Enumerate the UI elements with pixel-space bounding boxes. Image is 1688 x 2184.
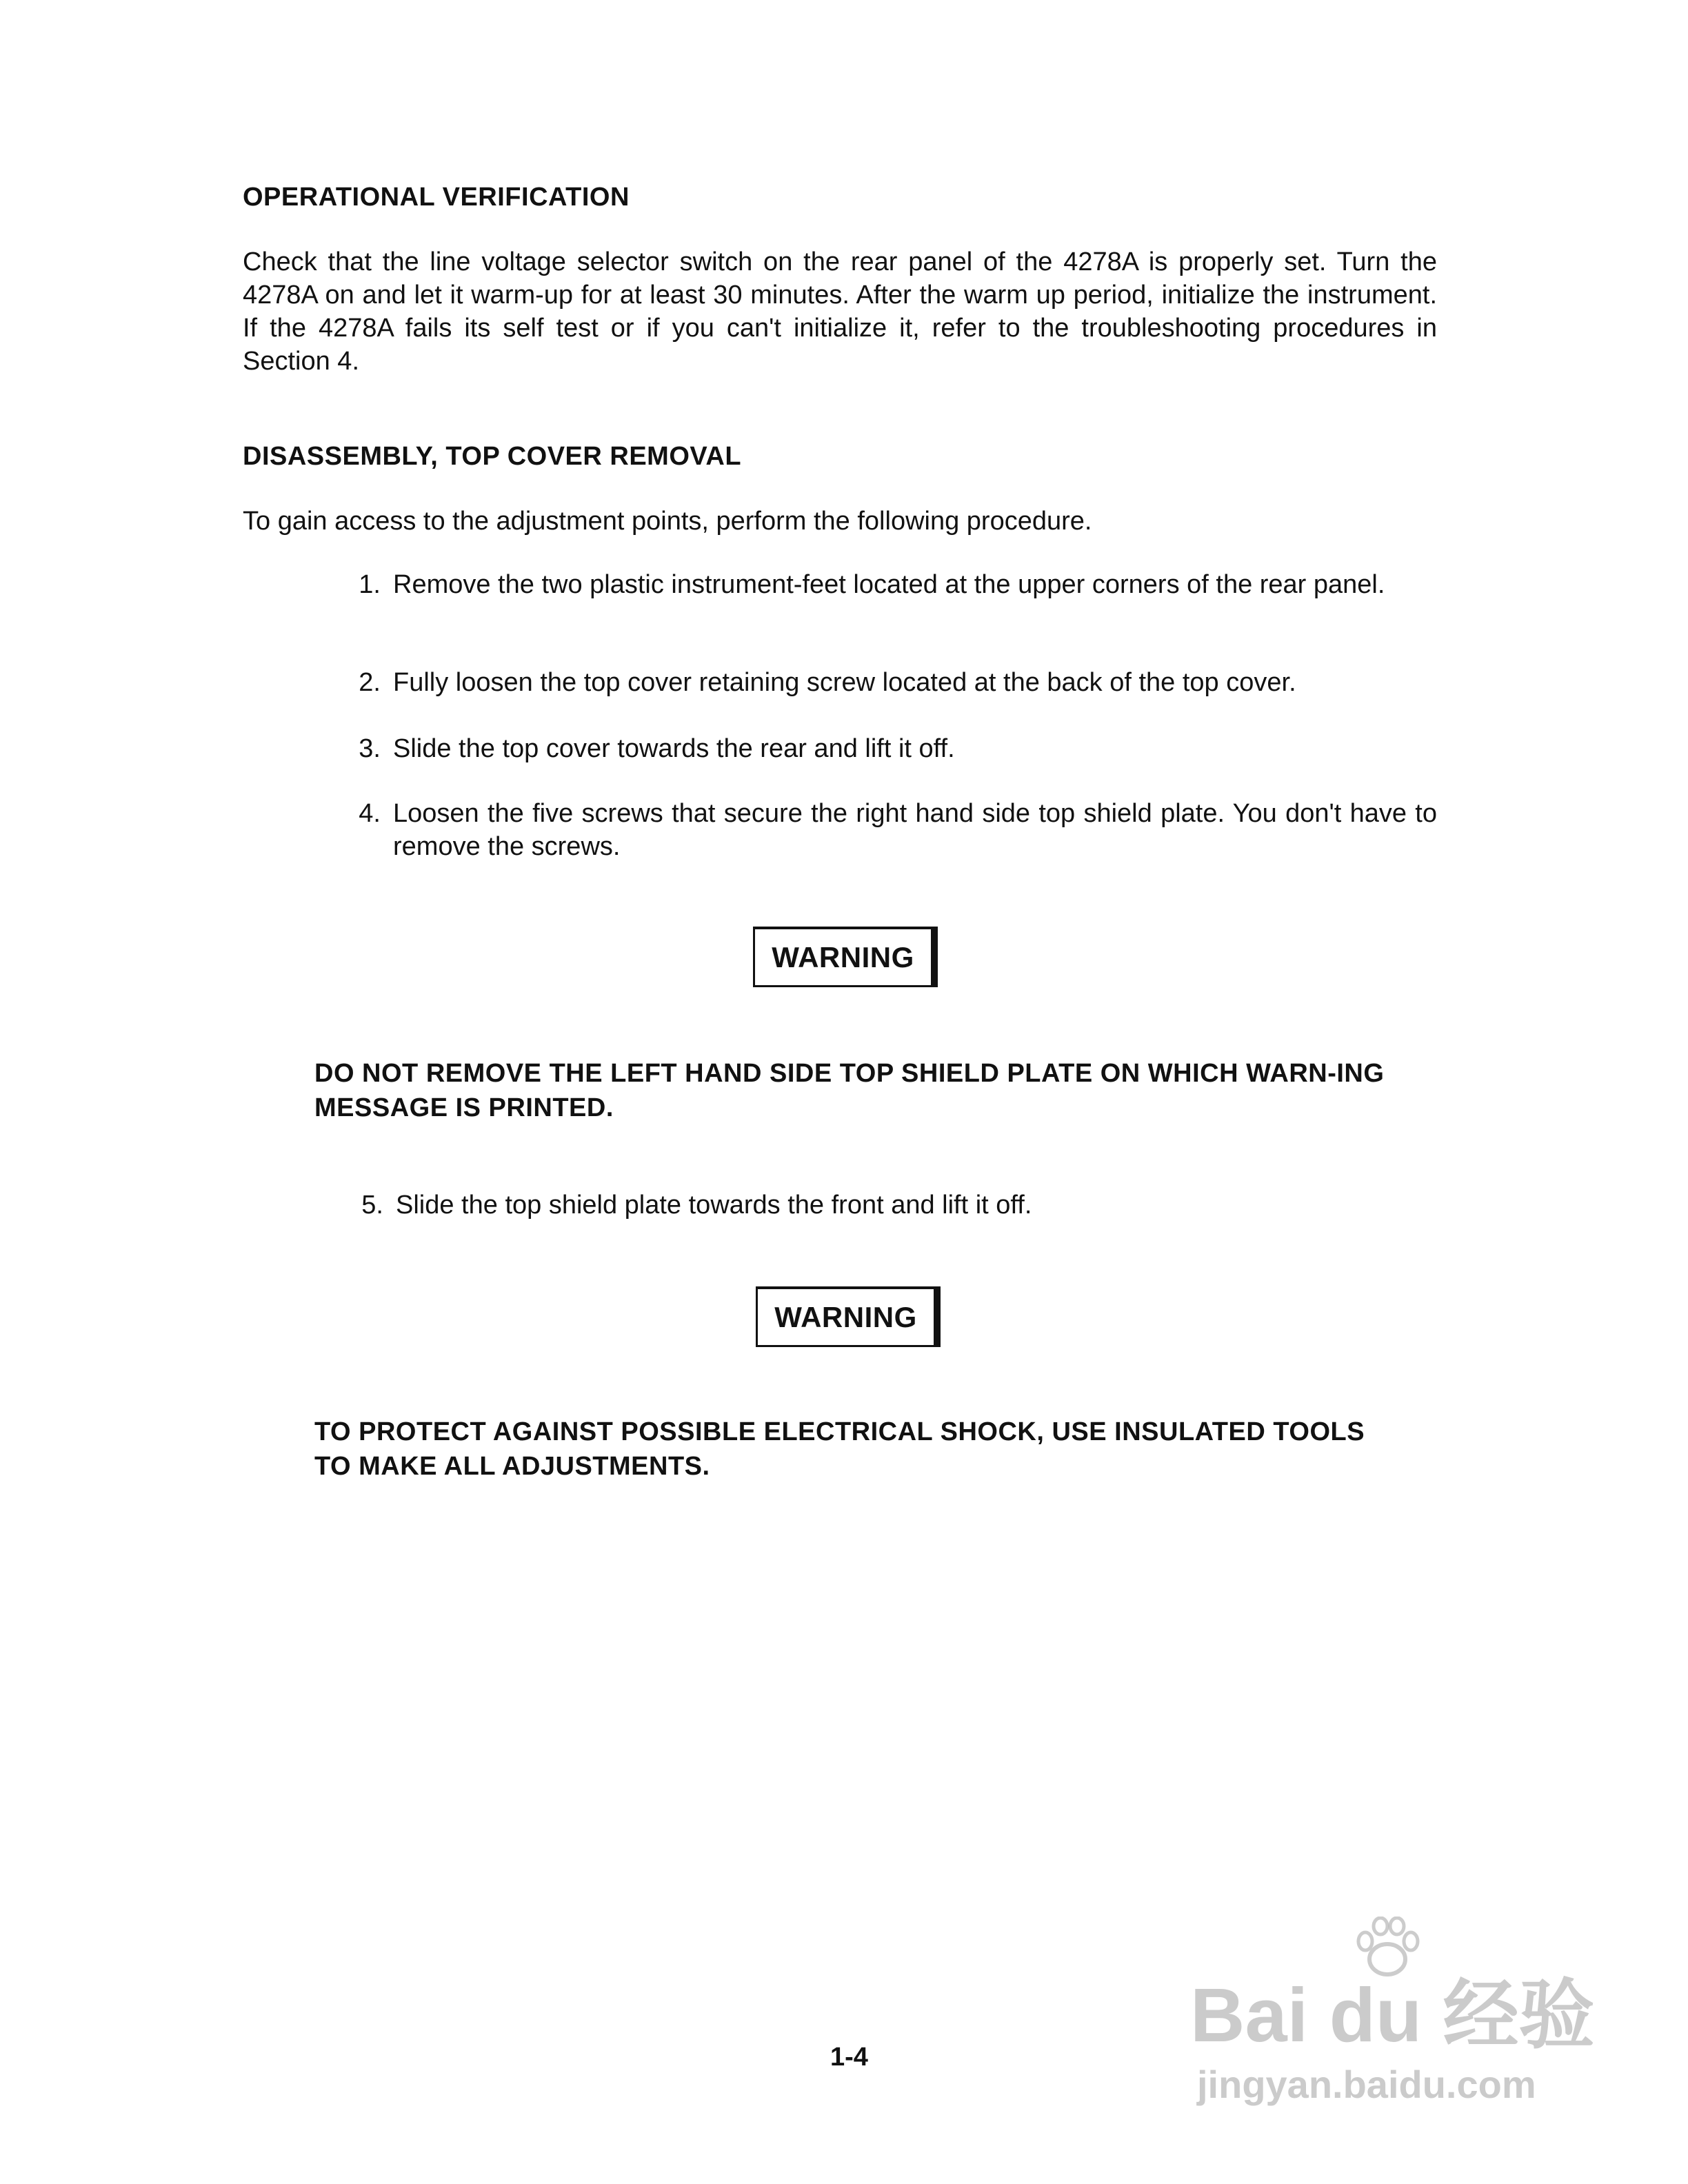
step-text: Fully loosen the top cover retaining screw located at the back of the top cover. xyxy=(393,668,1296,697)
step-text: Slide the top shield plate towards the front and lift it off. xyxy=(396,1191,1032,1220)
warning-label-box: WARNING xyxy=(756,1286,941,1347)
step-text: Loosen the five screws that secure the right hand side top shield plate. You don't have to remove the screws. xyxy=(393,799,1437,861)
section-heading-disassembly: DISASSEMBLY, TOP COVER REMOVAL xyxy=(243,442,742,471)
paw-icon xyxy=(1353,1917,1422,1979)
step-number: 1. xyxy=(359,570,381,599)
step-text: Remove the two plastic instrument-feet located at the upper corners of the rear panel. xyxy=(393,570,1385,599)
watermark xyxy=(1190,1917,1595,2116)
watermark-url: jingyan.baidu.com xyxy=(1197,2063,1536,2106)
step-number: 4. xyxy=(359,799,381,828)
step-number: 5. xyxy=(361,1191,383,1220)
step-text: Slide the top cover towards the rear and lift it off. xyxy=(393,734,955,763)
disassembly-intro: To gain access to the adjustment points, perform the following procedure. xyxy=(243,507,1092,536)
warning-message: TO PROTECT AGAINST POSSIBLE ELECTRICAL SHOCK, USE INSULATED TOOLS TO MAKE ALL ADJUSTMENTS. xyxy=(314,1417,1365,1481)
section-heading-operational-verification: OPERATIONAL VERIFICATION xyxy=(243,183,630,212)
step-number: 2. xyxy=(359,668,381,697)
operational-verification-paragraph: Check that the line voltage selector switch on the rear panel of the 4278A is properly set. Turn the 4278A on and let it warm-up for at least 30 minutes. After the warm up period, initialize the instrument. If the 4278A fails its self test or if you can't initialize it, refer to the troubleshooting procedures in Section 4. xyxy=(243,247,1437,376)
warning-message: DO NOT REMOVE THE LEFT HAND SIDE TOP SHIELD PLATE ON WHICH WARN-ING MESSAGE IS PRINTED. xyxy=(314,1059,1385,1122)
watermark-brand: Bai du 经验 xyxy=(1190,1973,1595,2058)
warning-label-box: WARNING xyxy=(753,927,938,987)
step-number: 3. xyxy=(359,734,381,763)
page-number: 1-4 xyxy=(830,2043,868,2072)
